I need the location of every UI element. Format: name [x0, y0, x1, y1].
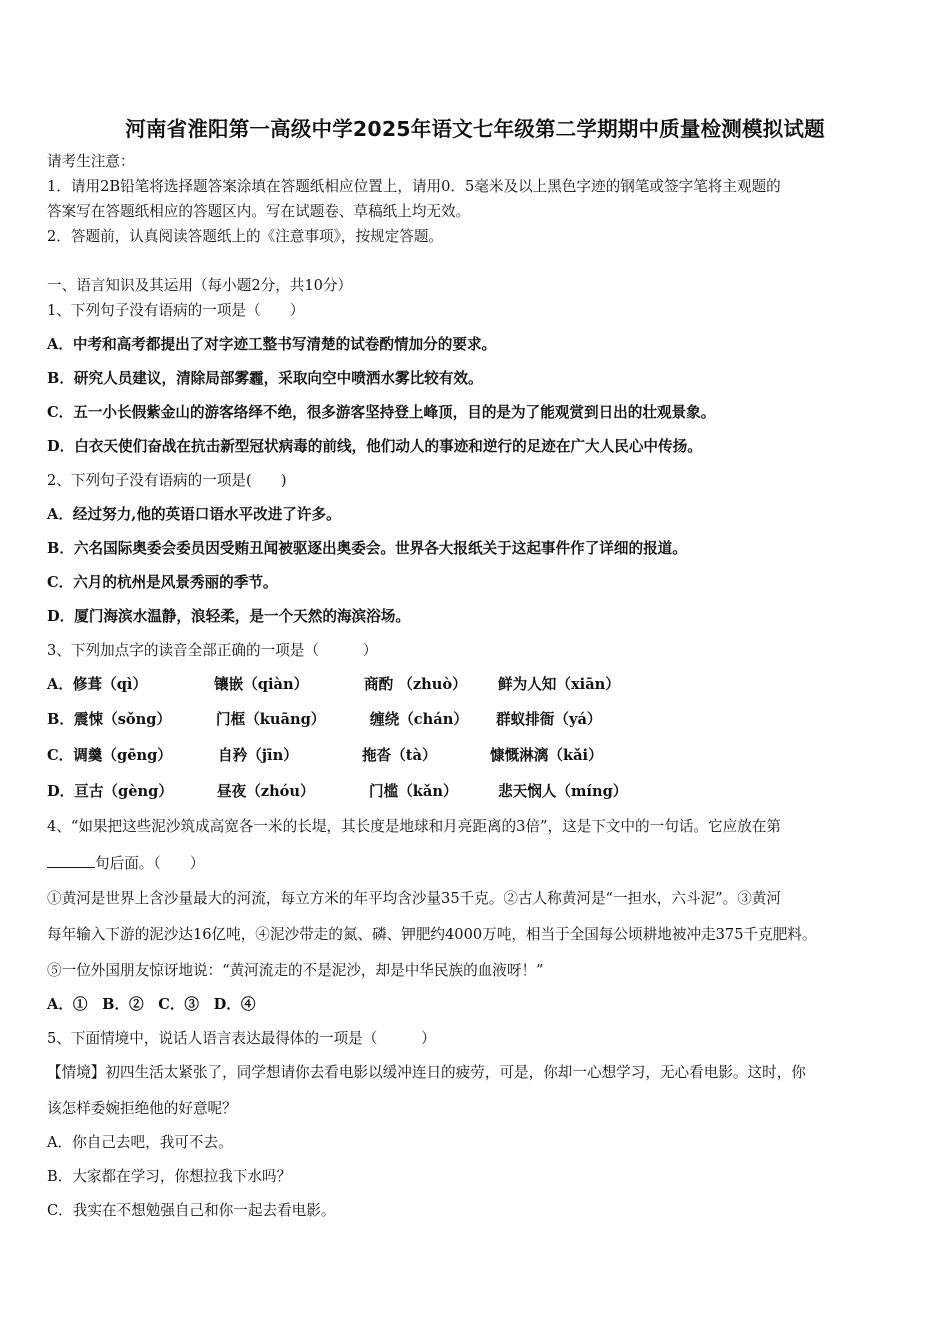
question-5-context-cont: 该怎样委婉拒绝他的好意呢？ [47, 1100, 237, 1117]
notice-item-1: 1．请用2B铅笔将选择题答案涂填在答题纸相应位置上，请用0．5毫米及以上黑色字迹的钢笔或签字笔将主观题的 [47, 178, 781, 195]
question-3-option-d-word-2: 昼夜（zhóu） [217, 783, 315, 800]
question-2-option-d: D．厦门海滨水温静，浪轻柔，是一个天然的海滨浴场。 [47, 608, 410, 625]
question-4-stem-cont [47, 853, 204, 874]
question-5-option-c: C．我实在不想勉强自己和你一起去看电影。 [47, 1202, 336, 1219]
question-4-stem: 4、“如果把这些泥沙筑成高宽各一米的长堤，其长度是地球和月亮距离的3倍”，这是下文中的一句话。它应放在第 [47, 818, 781, 835]
question-3-option-a-word-3: 商酌 （zhuò） [364, 676, 467, 693]
question-3-option-a-word-4: 鲜为人知（xiān） [498, 676, 620, 693]
question-1-option-c: C．五一小长假紫金山的游客络绎不绝，很多游客坚持登上峰顶，目的是为了能观赏到日出的壮观景象。 [47, 404, 716, 421]
question-3-option-b-word-1: B．震悚（sǒng） [47, 711, 172, 728]
question-5-stem: 5、下面情境中，说话人语言表达最得体的一项是（ ） [47, 1030, 436, 1047]
question-4-stem-tail: 句后面。（ ） [95, 855, 205, 872]
question-5-option-b: B．大家都在学习，你想拉我下水吗？ [47, 1168, 292, 1185]
question-1-stem: 1、下列句子没有语病的一项是（ ） [47, 302, 305, 319]
question-3-option-d-word-4: 悲天悯人（míng） [498, 783, 628, 800]
question-3-option-d-word-3: 门槛（kǎn） [369, 783, 458, 800]
question-2-option-a: A．经过努力,他的英语口语水平改进了许多。 [47, 506, 341, 523]
question-2-option-b: B．六名国际奥委会委员因受贿丑闻被驱逐出奥委会。世界各大报纸关于这起事件作了详细的报道。 [47, 540, 687, 557]
question-3-option-b-word-4: 群蚁排衙（yá） [496, 711, 602, 728]
question-4-options: A．① B．② C．③ D．④ [47, 996, 256, 1013]
page-title: 河南省淮阳第一高级中学2025年语文七年级第二学期期中质量检测模拟试题 [125, 117, 825, 141]
question-5-context: 【情境】初四生活太紧张了，同学想请你去看电影以缓冲连日的疲劳，可是，你却一心想学习，无心看电影。这时，你 [47, 1064, 806, 1081]
notice-heading: 请考生注意： [47, 153, 135, 170]
question-4-passage-3: ⑤一位外国朋友惊讶地说：“黄河流走的不是泥沙，却是中华民族的血液呀！” [47, 962, 544, 979]
question-3-option-b-word-3: 缠绕（chán） [370, 711, 468, 728]
question-3-option-a-word-1: A．修葺（qì） [47, 676, 148, 693]
question-1-option-a: A．中考和高考都提出了对字迹工整书写清楚的试卷酌情加分的要求。 [47, 336, 497, 353]
question-4-passage-2: 每年输入下游的泥沙达16亿吨，④泥沙带走的氮、磷、钾肥约4000万吨，相当于全国每公顷耕地被冲走375千克肥料。 [47, 926, 817, 943]
notice-item-1-cont: 答案写在答题纸相应的答题区内。写在试题卷、草稿纸上均无效。 [47, 203, 471, 220]
question-2-stem: 2、下列句子没有语病的一项是( ) [47, 472, 287, 489]
notice-item-2: 2．答题前，认真阅读答题纸上的《注意事项》，按规定答题。 [47, 228, 444, 245]
question-1-option-b: B．研究人员建议，清除局部雾霾，采取向空中喷洒水雾比较有效。 [47, 370, 483, 387]
question-3-option-d-word-1: D．亘古（gèng） [47, 783, 173, 800]
question-3-option-a-word-2: 镶嵌（qiàn） [214, 676, 309, 693]
question-3-option-b-word-2: 门框（kuāng） [216, 711, 326, 728]
question-5-option-a: A．你自己去吧，我可不去。 [47, 1134, 233, 1151]
question-2-option-c: C．六月的杭州是风景秀丽的季节。 [47, 574, 278, 591]
question-3-stem: 3、下列加点字的读音全部正确的一项是（ ） [47, 642, 378, 659]
question-3-option-c-word-3: 拖沓（tà） [362, 747, 437, 764]
question-1-option-d: D．白衣天使们奋战在抗击新型冠状病毒的前线，他们动人的事迹和逆行的足迹在广大人民心中传扬。 [47, 438, 702, 455]
question-4-passage-1: ①黄河是世界上含沙量最大的河流，每立方米的年平均含沙量35千克。②古人称黄河是“一担水，六斗泥”。③黄河 [47, 890, 781, 907]
question-3-option-c-word-4: 慷慨淋漓（kǎi） [490, 747, 603, 764]
answer-blank [47, 853, 95, 868]
question-3-option-c-word-1: C．调羹（gēng） [47, 747, 172, 764]
question-3-option-c-word-2: 自矜（jīn） [218, 747, 298, 764]
section-heading: 一、语言知识及其运用（每小题2分，共10分） [47, 277, 353, 294]
